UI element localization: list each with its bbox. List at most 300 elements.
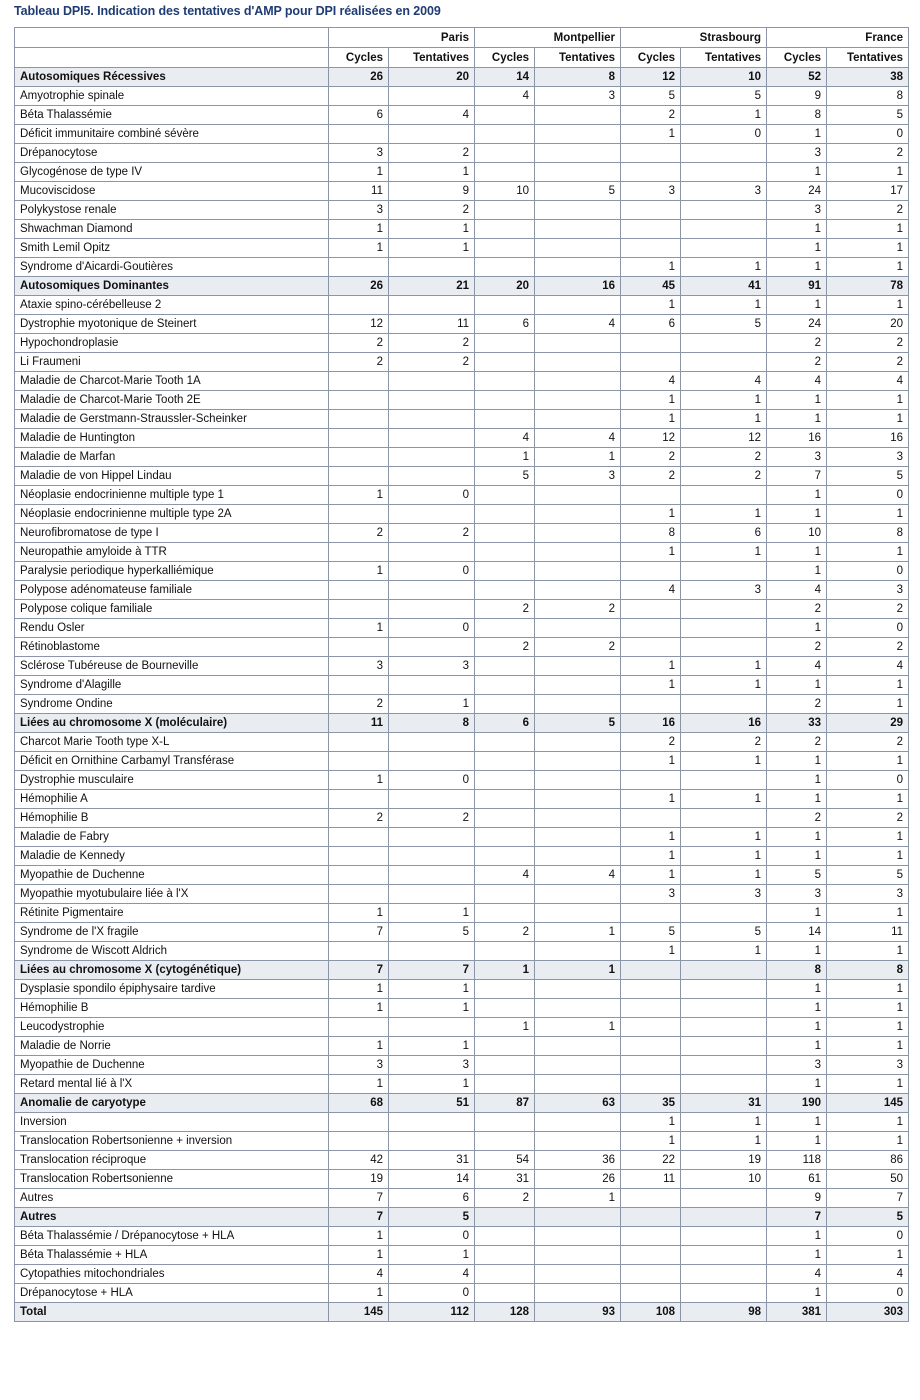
table-row xyxy=(15,1151,909,1170)
value-cell: 2 xyxy=(767,334,827,353)
row-label: Maladie de Norrie xyxy=(15,1037,329,1056)
value-cell: 12 xyxy=(621,429,681,448)
row-label: Rendu Osler xyxy=(15,619,329,638)
value-cell: 10 xyxy=(767,524,827,543)
value-cell: 4 xyxy=(767,581,827,600)
value-cell xyxy=(475,657,535,676)
value-cell: 9 xyxy=(767,1189,827,1208)
value-cell xyxy=(681,809,767,828)
value-cell xyxy=(475,201,535,220)
value-cell: 1 xyxy=(767,752,827,771)
value-cell xyxy=(681,980,767,999)
value-cell: 1 xyxy=(681,942,767,961)
value-cell: 1 xyxy=(329,486,389,505)
value-cell: 20 xyxy=(475,277,535,296)
value-cell xyxy=(621,201,681,220)
value-cell: 1 xyxy=(329,239,389,258)
value-cell: 2 xyxy=(827,733,909,752)
value-cell xyxy=(329,467,389,486)
value-cell: 5 xyxy=(827,106,909,125)
value-cell xyxy=(329,448,389,467)
value-cell: 1 xyxy=(827,752,909,771)
value-cell xyxy=(535,505,621,524)
value-cell xyxy=(621,163,681,182)
value-cell: 5 xyxy=(535,714,621,733)
table-row xyxy=(15,1189,909,1208)
table-row xyxy=(15,1227,909,1246)
header-tentatives: Tentatives xyxy=(389,48,475,68)
value-cell xyxy=(475,410,535,429)
value-cell: 4 xyxy=(621,372,681,391)
value-cell: 1 xyxy=(681,1113,767,1132)
value-cell xyxy=(681,163,767,182)
value-cell: 7 xyxy=(827,1189,909,1208)
value-cell: 1 xyxy=(827,1018,909,1037)
table-row xyxy=(15,999,909,1018)
value-cell xyxy=(535,980,621,999)
value-cell xyxy=(535,904,621,923)
table-row xyxy=(15,163,909,182)
value-cell: 2 xyxy=(329,334,389,353)
row-label: Syndrome d'Aicardi-Goutières xyxy=(15,258,329,277)
value-cell: 6 xyxy=(475,714,535,733)
value-cell xyxy=(475,1227,535,1246)
value-cell: 1 xyxy=(767,1246,827,1265)
value-cell xyxy=(535,828,621,847)
value-cell xyxy=(389,543,475,562)
value-cell: 1 xyxy=(621,657,681,676)
value-cell: 3 xyxy=(389,657,475,676)
value-cell: 1 xyxy=(827,904,909,923)
value-cell: 1 xyxy=(827,1113,909,1132)
value-cell xyxy=(389,258,475,277)
table-row xyxy=(15,885,909,904)
value-cell xyxy=(535,106,621,125)
header-cycles: Cycles xyxy=(475,48,535,68)
value-cell: 14 xyxy=(475,68,535,87)
value-cell xyxy=(329,505,389,524)
value-cell xyxy=(681,144,767,163)
value-cell: 5 xyxy=(389,923,475,942)
value-cell xyxy=(621,695,681,714)
value-cell xyxy=(475,904,535,923)
value-cell xyxy=(475,1284,535,1303)
value-cell: 2 xyxy=(767,695,827,714)
value-cell: 3 xyxy=(681,182,767,201)
value-cell xyxy=(621,1056,681,1075)
value-cell xyxy=(475,163,535,182)
value-cell xyxy=(535,543,621,562)
value-cell: 1 xyxy=(827,296,909,315)
value-cell xyxy=(329,543,389,562)
value-cell: 1 xyxy=(767,1132,827,1151)
value-cell: 9 xyxy=(767,87,827,106)
value-cell: 1 xyxy=(475,448,535,467)
category-row xyxy=(15,68,909,87)
row-label: Myopathie myotubulaire liée à l'X xyxy=(15,885,329,904)
value-cell: 1 xyxy=(621,1132,681,1151)
value-cell: 14 xyxy=(389,1170,475,1189)
value-cell: 24 xyxy=(767,315,827,334)
value-cell: 6 xyxy=(329,106,389,125)
value-cell xyxy=(475,144,535,163)
value-cell xyxy=(621,220,681,239)
value-cell: 5 xyxy=(767,866,827,885)
value-cell xyxy=(535,790,621,809)
header-cycles: Cycles xyxy=(767,48,827,68)
value-cell xyxy=(681,486,767,505)
value-cell: 16 xyxy=(621,714,681,733)
value-cell: 4 xyxy=(827,1265,909,1284)
value-cell xyxy=(681,1037,767,1056)
table-row xyxy=(15,581,909,600)
table-row xyxy=(15,505,909,524)
row-label: Déficit immunitaire combiné sévère xyxy=(15,125,329,144)
value-cell xyxy=(475,106,535,125)
table-row xyxy=(15,619,909,638)
value-cell: 12 xyxy=(681,429,767,448)
value-cell: 2 xyxy=(621,467,681,486)
table-row xyxy=(15,448,909,467)
value-cell xyxy=(475,999,535,1018)
value-cell: 1 xyxy=(827,790,909,809)
value-cell: 0 xyxy=(681,125,767,144)
value-cell xyxy=(389,429,475,448)
value-cell xyxy=(681,1227,767,1246)
value-cell xyxy=(389,1113,475,1132)
value-cell: 1 xyxy=(767,847,827,866)
table-row xyxy=(15,828,909,847)
value-cell: 21 xyxy=(389,277,475,296)
value-cell xyxy=(535,163,621,182)
value-cell: 1 xyxy=(767,125,827,144)
value-cell: 2 xyxy=(389,144,475,163)
value-cell: 1 xyxy=(475,1018,535,1037)
value-cell xyxy=(535,771,621,790)
value-cell: 5 xyxy=(827,866,909,885)
value-cell: 1 xyxy=(767,1227,827,1246)
value-cell: 1 xyxy=(827,391,909,410)
value-cell: 8 xyxy=(621,524,681,543)
value-cell: 22 xyxy=(621,1151,681,1170)
value-cell: 51 xyxy=(389,1094,475,1113)
value-cell xyxy=(621,980,681,999)
value-cell: 1 xyxy=(681,866,767,885)
value-cell: 3 xyxy=(621,182,681,201)
table-row xyxy=(15,676,909,695)
table-row xyxy=(15,1018,909,1037)
value-cell: 2 xyxy=(535,600,621,619)
value-cell xyxy=(329,429,389,448)
value-cell xyxy=(535,562,621,581)
row-label: Li Fraumeni xyxy=(15,353,329,372)
table-row xyxy=(15,1132,909,1151)
row-label: Rétinoblastome xyxy=(15,638,329,657)
value-cell: 0 xyxy=(389,486,475,505)
table-row xyxy=(15,125,909,144)
value-cell: 8 xyxy=(827,524,909,543)
value-cell xyxy=(621,1227,681,1246)
value-cell: 1 xyxy=(681,106,767,125)
value-cell xyxy=(681,201,767,220)
row-label: Liées au chromosome X (moléculaire) xyxy=(15,714,329,733)
value-cell xyxy=(475,1113,535,1132)
value-cell: 4 xyxy=(767,657,827,676)
value-cell xyxy=(389,885,475,904)
value-cell: 1 xyxy=(681,505,767,524)
value-cell: 1 xyxy=(767,1037,827,1056)
value-cell: 1 xyxy=(767,505,827,524)
value-cell: 16 xyxy=(767,429,827,448)
row-label: Hémophilie B xyxy=(15,999,329,1018)
value-cell: 1 xyxy=(827,1075,909,1094)
value-cell: 2 xyxy=(475,600,535,619)
value-cell xyxy=(475,353,535,372)
table-row xyxy=(15,296,909,315)
value-cell: 0 xyxy=(827,1227,909,1246)
value-cell xyxy=(475,619,535,638)
value-cell: 1 xyxy=(827,980,909,999)
category-row xyxy=(15,1094,909,1113)
value-cell: 190 xyxy=(767,1094,827,1113)
value-cell: 1 xyxy=(621,391,681,410)
value-cell: 86 xyxy=(827,1151,909,1170)
value-cell xyxy=(681,695,767,714)
value-cell: 20 xyxy=(827,315,909,334)
value-cell: 1 xyxy=(767,619,827,638)
value-cell xyxy=(681,1208,767,1227)
value-cell xyxy=(389,828,475,847)
value-cell: 1 xyxy=(621,866,681,885)
value-cell xyxy=(389,125,475,144)
value-cell xyxy=(389,847,475,866)
value-cell xyxy=(535,733,621,752)
row-label: Autosomiques Dominantes xyxy=(15,277,329,296)
header-row-centers xyxy=(15,28,909,48)
value-cell xyxy=(475,942,535,961)
value-cell: 2 xyxy=(681,448,767,467)
value-cell xyxy=(475,1075,535,1094)
value-cell: 2 xyxy=(535,638,621,657)
value-cell xyxy=(535,1208,621,1227)
value-cell: 2 xyxy=(767,809,827,828)
value-cell: 3 xyxy=(767,448,827,467)
value-cell xyxy=(475,980,535,999)
value-cell xyxy=(621,334,681,353)
value-cell xyxy=(329,258,389,277)
value-cell: 108 xyxy=(621,1303,681,1322)
value-cell xyxy=(681,239,767,258)
table-row xyxy=(15,353,909,372)
value-cell: 31 xyxy=(475,1170,535,1189)
value-cell xyxy=(475,1246,535,1265)
value-cell: 61 xyxy=(767,1170,827,1189)
value-cell xyxy=(475,752,535,771)
value-cell: 2 xyxy=(827,809,909,828)
row-label: Autres xyxy=(15,1189,329,1208)
table-row xyxy=(15,372,909,391)
value-cell: 1 xyxy=(827,220,909,239)
value-cell: 7 xyxy=(329,923,389,942)
value-cell xyxy=(535,410,621,429)
value-cell: 1 xyxy=(475,961,535,980)
value-cell xyxy=(329,847,389,866)
table-row xyxy=(15,1056,909,1075)
value-cell: 1 xyxy=(329,163,389,182)
value-cell xyxy=(475,847,535,866)
value-cell xyxy=(681,220,767,239)
value-cell: 1 xyxy=(389,695,475,714)
row-label: Leucodystrophie xyxy=(15,1018,329,1037)
value-cell: 4 xyxy=(827,372,909,391)
value-cell xyxy=(535,1284,621,1303)
value-cell: 2 xyxy=(827,334,909,353)
value-cell xyxy=(475,790,535,809)
header-center-montpellier: Montpellier xyxy=(475,28,621,48)
header-empty-cell xyxy=(15,48,329,68)
value-cell xyxy=(535,657,621,676)
value-cell: 33 xyxy=(767,714,827,733)
value-cell: 1 xyxy=(621,296,681,315)
value-cell xyxy=(535,676,621,695)
value-cell: 2 xyxy=(475,638,535,657)
table-row xyxy=(15,258,909,277)
value-cell: 5 xyxy=(621,87,681,106)
value-cell xyxy=(681,619,767,638)
value-cell xyxy=(389,1132,475,1151)
value-cell xyxy=(389,1018,475,1037)
value-cell: 11 xyxy=(389,315,475,334)
row-label: Rétinite Pigmentaire xyxy=(15,904,329,923)
value-cell: 3 xyxy=(827,448,909,467)
value-cell: 1 xyxy=(827,676,909,695)
value-cell: 3 xyxy=(329,1056,389,1075)
value-cell: 2 xyxy=(827,201,909,220)
value-cell xyxy=(621,619,681,638)
value-cell: 4 xyxy=(329,1265,389,1284)
value-cell xyxy=(621,144,681,163)
value-cell: 10 xyxy=(681,68,767,87)
row-label: Translocation Robertsonienne + inversion xyxy=(15,1132,329,1151)
value-cell: 381 xyxy=(767,1303,827,1322)
page-title: Tableau DPI5. Indication des tentatives d'AMP pour DPI réalisées en 2009 xyxy=(14,4,441,18)
value-cell: 31 xyxy=(681,1094,767,1113)
value-cell: 3 xyxy=(535,467,621,486)
row-label: Maladie de Huntington xyxy=(15,429,329,448)
value-cell: 0 xyxy=(827,1284,909,1303)
value-cell: 0 xyxy=(827,562,909,581)
table-row xyxy=(15,1037,909,1056)
value-cell xyxy=(681,1284,767,1303)
row-label: Sclérose Tubéreuse de Bourneville xyxy=(15,657,329,676)
value-cell: 5 xyxy=(681,315,767,334)
value-cell: 1 xyxy=(389,980,475,999)
value-cell: 3 xyxy=(535,87,621,106)
value-cell: 1 xyxy=(621,410,681,429)
value-cell: 1 xyxy=(329,999,389,1018)
value-cell: 0 xyxy=(389,1227,475,1246)
value-cell: 41 xyxy=(681,277,767,296)
value-cell xyxy=(329,790,389,809)
value-cell: 2 xyxy=(767,600,827,619)
table-row xyxy=(15,467,909,486)
value-cell xyxy=(681,562,767,581)
value-cell xyxy=(475,1208,535,1227)
value-cell: 4 xyxy=(827,657,909,676)
row-label: Cytopathies mitochondriales xyxy=(15,1265,329,1284)
value-cell: 1 xyxy=(827,239,909,258)
value-cell: 2 xyxy=(475,923,535,942)
value-cell: 4 xyxy=(681,372,767,391)
value-cell: 63 xyxy=(535,1094,621,1113)
value-cell xyxy=(389,505,475,524)
value-cell xyxy=(535,942,621,961)
value-cell: 1 xyxy=(389,163,475,182)
dpi-table xyxy=(14,27,909,1322)
value-cell: 0 xyxy=(827,619,909,638)
value-cell: 0 xyxy=(827,771,909,790)
value-cell: 1 xyxy=(681,828,767,847)
row-label: Polypose colique familiale xyxy=(15,600,329,619)
value-cell xyxy=(681,1246,767,1265)
value-cell: 3 xyxy=(681,885,767,904)
value-cell: 1 xyxy=(767,296,827,315)
value-cell: 17 xyxy=(827,182,909,201)
table-row xyxy=(15,391,909,410)
row-label: Maladie de Charcot-Marie Tooth 2E xyxy=(15,391,329,410)
value-cell: 19 xyxy=(329,1170,389,1189)
value-cell: 1 xyxy=(329,562,389,581)
value-cell: 4 xyxy=(621,581,681,600)
value-cell: 1 xyxy=(827,999,909,1018)
value-cell xyxy=(475,220,535,239)
value-cell: 50 xyxy=(827,1170,909,1189)
value-cell: 11 xyxy=(621,1170,681,1189)
value-cell: 1 xyxy=(767,239,827,258)
value-cell: 1 xyxy=(681,847,767,866)
value-cell: 2 xyxy=(767,733,827,752)
value-cell: 7 xyxy=(767,1208,827,1227)
value-cell xyxy=(535,1227,621,1246)
row-label: Drépanocytose xyxy=(15,144,329,163)
value-cell xyxy=(329,885,389,904)
value-cell: 1 xyxy=(767,999,827,1018)
value-cell: 1 xyxy=(389,239,475,258)
value-cell xyxy=(621,353,681,372)
value-cell: 2 xyxy=(389,334,475,353)
row-label: Polypose adénomateuse familiale xyxy=(15,581,329,600)
value-cell: 1 xyxy=(681,676,767,695)
value-cell: 1 xyxy=(767,676,827,695)
value-cell: 3 xyxy=(329,144,389,163)
value-cell xyxy=(681,961,767,980)
value-cell: 8 xyxy=(535,68,621,87)
value-cell xyxy=(475,486,535,505)
table-row xyxy=(15,923,909,942)
row-label: Autosomiques Récessives xyxy=(15,68,329,87)
table-row xyxy=(15,942,909,961)
value-cell xyxy=(329,296,389,315)
table-row xyxy=(15,980,909,999)
value-cell: 3 xyxy=(827,1056,909,1075)
value-cell: 1 xyxy=(767,942,827,961)
value-cell xyxy=(621,600,681,619)
value-cell: 0 xyxy=(389,619,475,638)
table-row xyxy=(15,1075,909,1094)
value-cell xyxy=(475,296,535,315)
value-cell xyxy=(389,391,475,410)
value-cell: 1 xyxy=(535,448,621,467)
